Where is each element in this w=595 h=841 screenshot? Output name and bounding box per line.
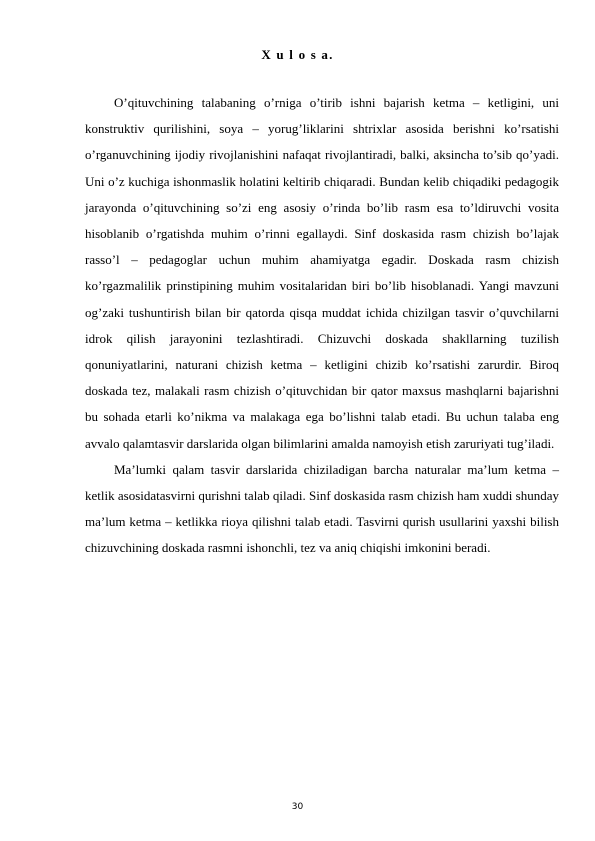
document-title: X u l o s a.: [261, 47, 334, 62]
page-number: 30: [291, 802, 304, 812]
document-body: [85, 90, 559, 562]
paragraph-2: Ma’lumki qalam tasvir darslarida chiziladigan barcha naturalar ma’lum ketma – ketlik asosidatasvirni qurishni talab qiladi. Sinf doskasida rasm chizish ham xuddi shunday ma’lum ketma – ketlikka rioya qilishni talab etadi. Tasvirni qurish usullarini yaxshi bilish chizuvchining doskada rasmni ishonchli, tez va aniq chiqishi imkonini beradi.: [85, 461, 559, 556]
paragraph-1: O’qituvchining talabaning o’rniga o’tirib ishni bajarish ketma – ketligini, uni konstruktiv qurilishini, soya – yorug’liklarini shtrixlar asosida berishni ko’rsatishi o’rganuvchining ijodiy rivojlanishini nafaqat rivojlantiradi, balki, aksincha to’sib qo’yadi. Uni o’z kuchiga ishonmaslik holatini keltirib chiqaradi. Bundan kelib chiqadiki pedagogik jarayonda o’qituvchining so’zi eng asosiy o’rinda bo’lib rasm esa to’ldiruvchi vosita hisoblanib o’rgatishda muhim o’rinni egallaydi. Sinf doskasida rasm chizish bo’lajak rasso’l – pedagoglar uchun muhim ahamiyatga egadir. Doskada rasm chizish ko’rgazmalilik prinstipining muhim vositalaridan biri bo’lib hisoblanadi. Yangi mavzuni og’zaki tushuntirish bilan bir qatorda qisqa muddat ichida chizilgan tasvir o’quvchilarni idrok qilish jarayonini tezlashtiradi. Chizuvchi doskada shakllarning tuzilish qonuniyatlarini, naturani chizish ketma – ketligini chizib ko’rsatishi zarurdir. Biroq doskada tez, malakali rasm chizish o’qituvchidan bir qator maxsus mashqlarni bajarishni bu sohada etarli ko’nikma va malakaga ega bo’lishni talab etadi. Bu uchun talaba eng avvalo qalamtasvir darslarida olgan bilimlarini amalda namoyish etish zaruriyati tug’iladi.: [85, 95, 559, 451]
